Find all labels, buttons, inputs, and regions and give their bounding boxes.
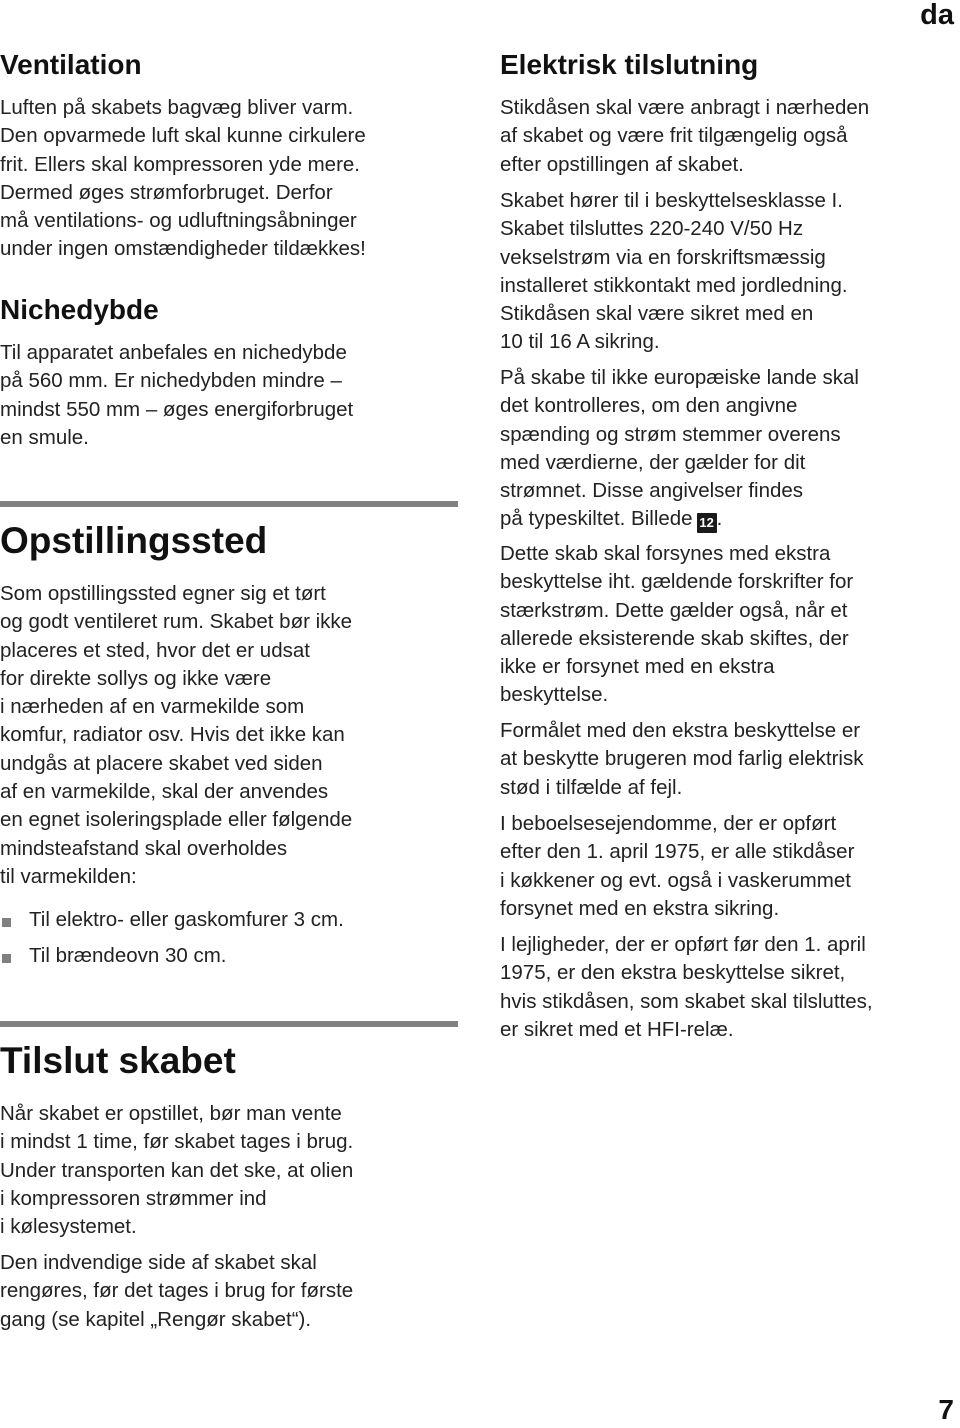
heading-elektrisk-tilslutning: Elektrisk tilslutning [500, 49, 759, 80]
page-number: 7 [938, 1394, 954, 1425]
paragraph-elektrisk-6: I beboelsesejendomme, der er opført efter den 1. april 1975, er alle stikdåser i køkkener og evt. også i vaskerummet forsynet med en ekstra sikring. [500, 812, 855, 920]
paragraph-elektrisk-3 [500, 364, 859, 534]
figure-reference-icon: 12 [697, 513, 717, 533]
paragraph-elektrisk-3-end: . [716, 507, 723, 531]
paragraph-elektrisk-7: I lejligheder, der er opført før den 1. april 1975, er den ekstra beskyttelse sikret, hvis stikdåsen, som skabet skal tilsluttes, er sikret med et HFI-relæ. [500, 933, 873, 1041]
list-item-text: Til elektro- eller gaskomfurer 3 cm. [29, 908, 344, 931]
heading-opstillingssted: Opstillingssted [0, 520, 268, 561]
section-divider [0, 1021, 458, 1027]
section-divider [0, 501, 458, 507]
paragraph-elektrisk-5: Formålet med den ekstra beskyttelse er at beskytte brugeren mod farlig elektrisk stød i tilfælde af fejl. [500, 719, 864, 799]
paragraph-ventilation: Luften på skabets bagvæg bliver varm. Den opvarmede luft skal kunne cirkulere frit. Ellers skal kompressoren yde mere. Dermed øges strømforbruget. Derfor må ventilations- og udluftningsåbninger under ingen omstændigheder tildækkes! [0, 96, 366, 261]
heading-tilslut-skabet: Tilslut skabet [0, 1040, 236, 1081]
paragraph-tilslut-1: Når skabet er opstillet, bør man vente i mindst 1 time, før skabet tages i brug. Under transporten kan det ske, at olien i kompressoren strømmer ind i kølesystemet. [0, 1102, 354, 1239]
paragraph-elektrisk-2: Skabet hører til i beskyttelsesklasse I. Skabet tilsluttes 220-240 V/50 Hz vekselstrøm via en forskriftsmæssig installeret stikkontakt med jordledning. Stikdåsen skal være sikret med en 10 til 16 A sikring. [500, 189, 848, 354]
paragraph-opstillingssted: Som opstillingssted egner sig et tørt og godt ventileret rum. Skabet bør ikke placeres et sted, hvor det er udsat for direkte sollys og ikke være i nærheden af en varmekilde som komfur, radiator osv. Hvis det ikke kan undgås at placere skabet ved siden af en varmekilde, skal der anvendes en egnet isoleringsplade eller følgende mindsteafstand skal overholdes til varmekilden: [0, 582, 353, 888]
paragraph-tilslut-2: Den indvendige side af skabet skal rengøres, før det tages i brug for første gang (se kapitel „Rengør skabet“). [0, 1251, 354, 1331]
paragraph-nichedybde: Til apparatet anbefales en nichedybde på 560 mm. Er nichedybden mindre – mindst 550 mm – øges energiforbruget en smule. [0, 341, 354, 449]
language-code: da [920, 0, 954, 31]
list-item-text: Til brændeovn 30 cm. [29, 944, 227, 967]
paragraph-elektrisk-1: Stikdåsen skal være anbragt i nærheden af skabet og være frit tilgængelig også efter opstillingen af skabet. [500, 96, 870, 176]
paragraph-elektrisk-4: Dette skab skal forsynes med ekstra beskyttelse iht. gældende forskrifter for stærkstrøm. Dette gælder også, når et allerede eksisterende skab skiftes, der ikke er forsynet med en ekstra beskyttelse. [500, 542, 854, 707]
bullet-square-icon [2, 954, 11, 963]
bullet-square-icon [2, 918, 11, 927]
paragraph-elektrisk-3-text: På skabe til ikke europæiske lande skal det kontrolleres, om den angivne spænding og strøm stemmer overens med værdierne, der gælder for dit strømnet. Disse angivelser findes på typeskiltet. Billede [500, 366, 859, 531]
heading-ventilation: Ventilation [0, 49, 142, 80]
heading-nichedybde: Nichedybde [0, 294, 159, 325]
